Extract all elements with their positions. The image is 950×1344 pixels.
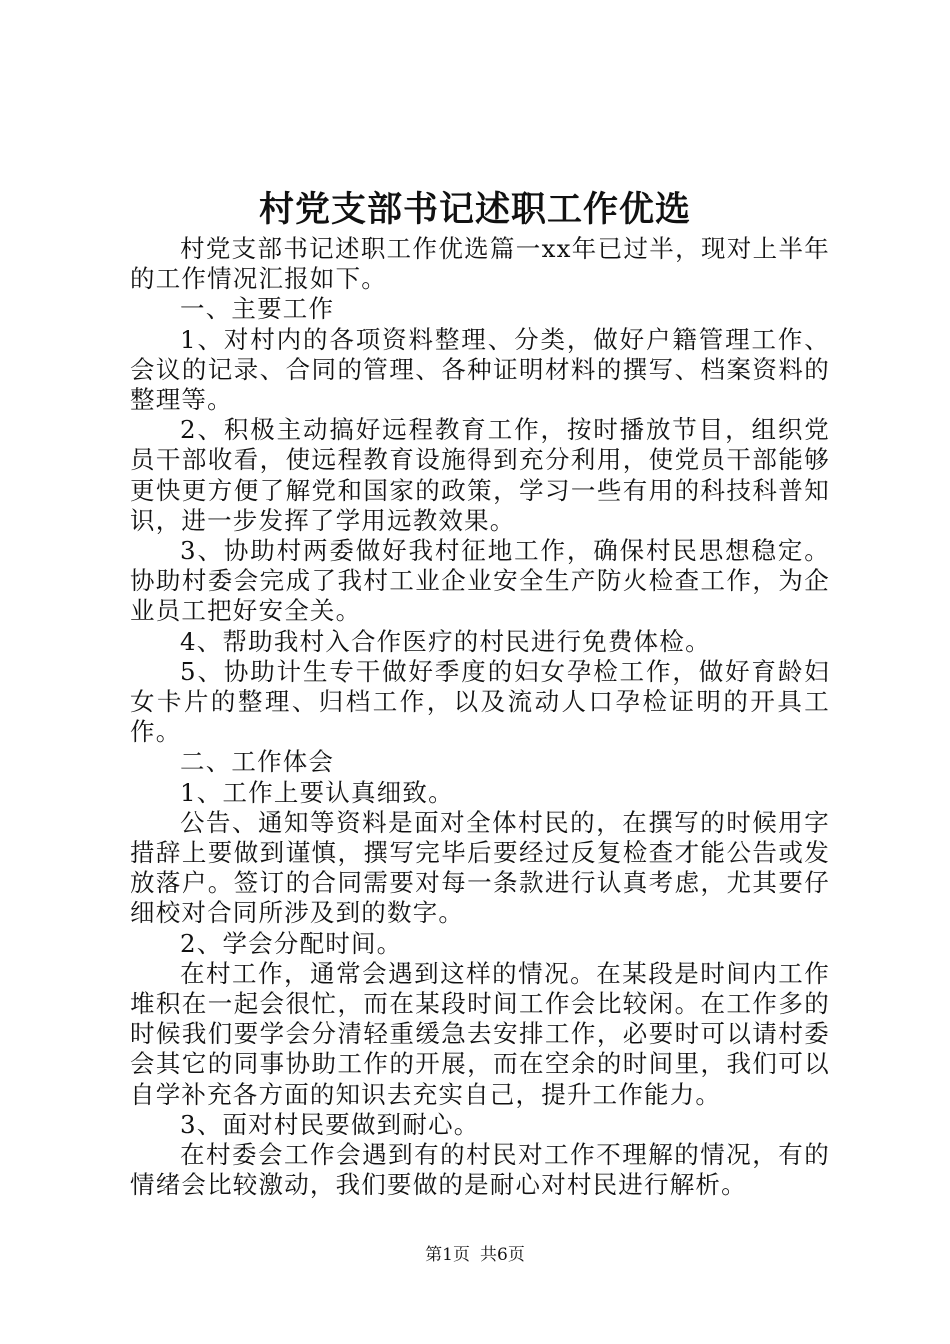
paragraph: 在村工作，通常会遇到这样的情况。在某段是时间内工作堆积在一起会很忙，而在某段时间工作会比较闲。在工作多的时候我们要学会分清轻重缓急去安排工作，必要时可以请村委会其它的同事协助工作的开展，而在空余的时间里，我们可以自学补充各方面的知识去充实自己，提升工作能力。 (130, 958, 830, 1109)
document-body (130, 234, 830, 1201)
paragraph: 公告、通知等资料是面对全体村民的，在撰写的时候用字措辞上要做到谨慎，撰写完毕后要经过反复检查才能公告或发放落户。签订的合同需要对每一条款进行认真考虑，尤其要仔细校对合同所涉及到的数字。 (130, 807, 830, 928)
paragraph: 村党支部书记述职工作优选篇一xx年已过半，现对上半年的工作情况汇报如下。 (130, 234, 830, 294)
section-heading: 二、工作体会 (180, 747, 335, 777)
paragraph: 4、帮助我村入合作医疗的村民进行免费体检。 (180, 626, 711, 656)
page-number: 第1页 (425, 1245, 470, 1265)
document-title: 村党支部书记述职工作优选 (258, 189, 691, 230)
paragraph: 3、协助村两委做好我村征地工作，确保村民思想稳定。协助村委会完成了我村工业企业安全生产防火检查工作，为企业员工把好安全关。 (130, 536, 830, 626)
paragraph: 2、积极主动搞好远程教育工作，按时播放节目，组织党员干部收看，使远程教育设施得到充分利用，使党员干部能够更快更方便了解党和国家的政策，学习一些有用的科技科普知识，进一步发挥了学用远教效果。 (130, 415, 830, 535)
section-heading: 一、主要工作 (180, 294, 335, 324)
subsection-heading: 3、面对村民要做到耐心。 (180, 1109, 480, 1139)
paragraph: 在村委会工作会遇到有的村民对工作不理解的情况，有的情绪会比较激动，我们要做的是耐心对村民进行解析。 (130, 1140, 830, 1200)
subsection-heading: 1、工作上要认真细致。 (180, 777, 454, 807)
subsection-heading: 2、学会分配时间。 (180, 928, 403, 958)
paragraph: 1、对村内的各项资料整理、分类，做好户籍管理工作、会议的记录、合同的管理、各种证明材料的撰写、档案资料的整理等。 (130, 324, 830, 415)
page-footer (0, 1244, 950, 1266)
page-total: 共6页 (480, 1245, 525, 1265)
paragraph: 5、协助计生专干做好季度的妇女孕检工作，做好育龄妇女卡片的整理、归档工作，以及流动人口孕检证明的开具工作。 (130, 656, 830, 747)
